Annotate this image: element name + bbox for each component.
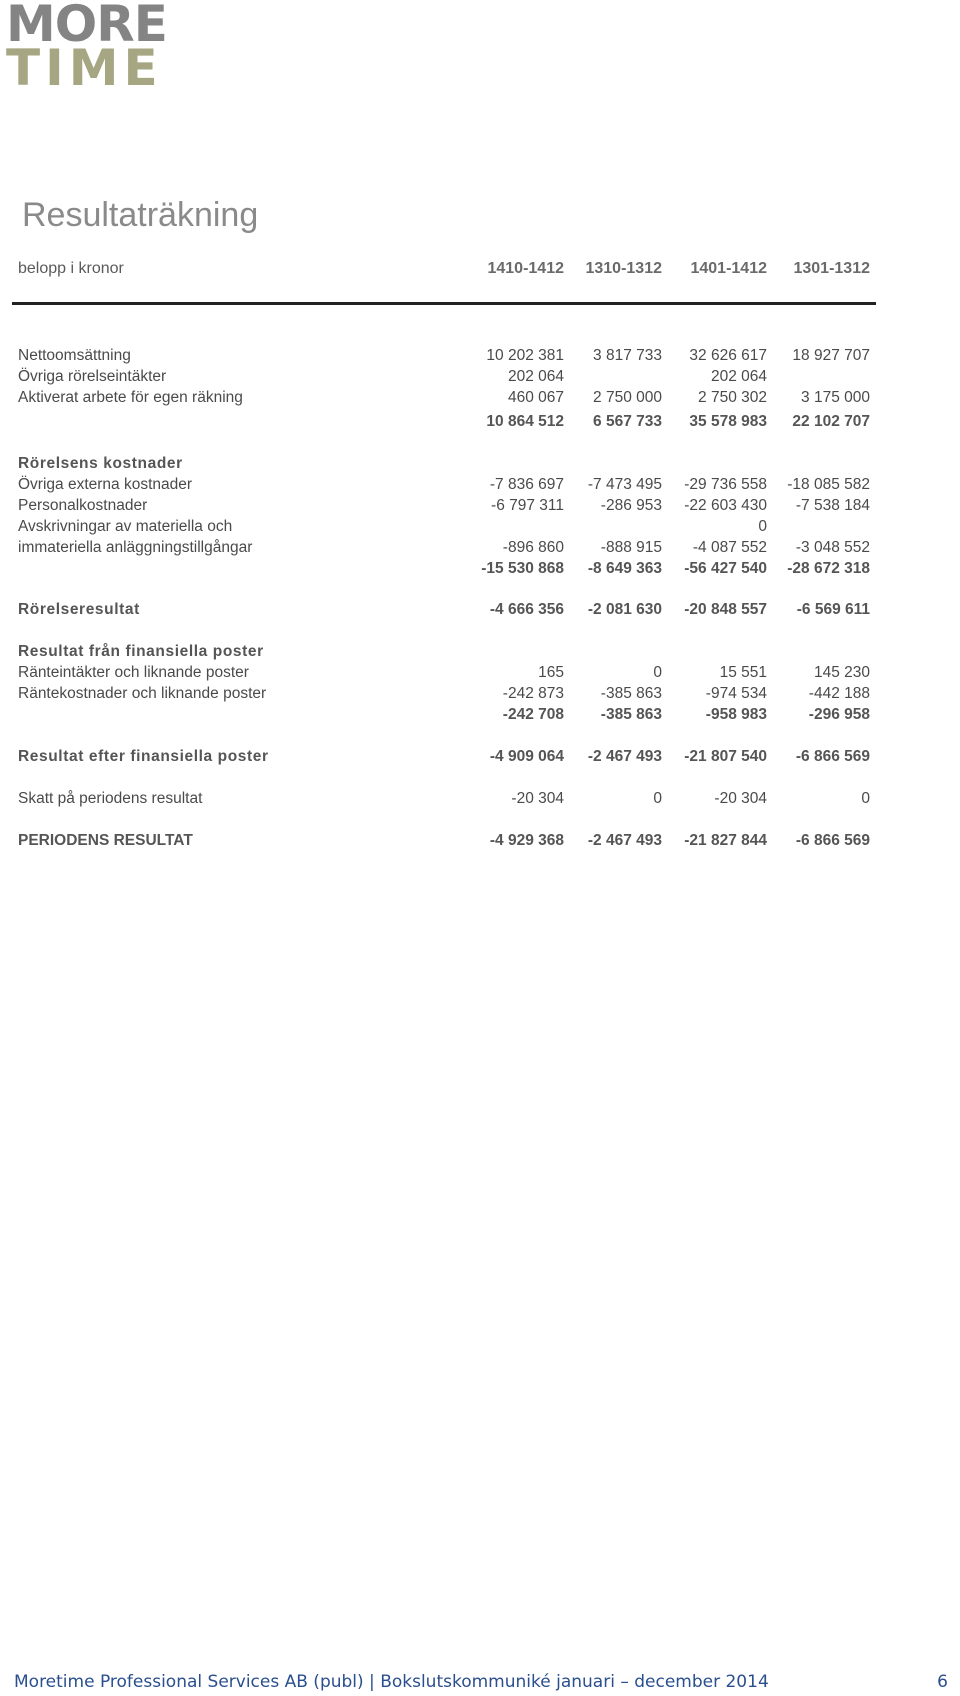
row-value: -2 081 630 <box>587 601 662 618</box>
row-value: -4 087 552 <box>692 539 767 556</box>
header-divider <box>12 302 876 305</box>
row-label: Aktiverat arbete för egen räkning <box>18 389 243 406</box>
row-value: -21 807 540 <box>684 748 767 765</box>
row-value: 202 064 <box>507 368 564 385</box>
row-value: 0 <box>861 790 870 807</box>
table-row-personalkostnader <box>0 497 960 518</box>
row-label: Skatt på periodens resultat <box>18 790 203 807</box>
row-label: Nettoomsättning <box>18 347 131 364</box>
row-value: 0 <box>653 790 662 807</box>
table-row-costs-total <box>0 560 960 581</box>
row-value: -7 538 184 <box>795 497 870 514</box>
table-row-periodens-resultat <box>0 832 960 853</box>
row-value: 22 102 707 <box>792 413 870 430</box>
row-value: 3 175 000 <box>801 389 870 406</box>
row-label: Räntekostnader och liknande poster <box>18 685 267 702</box>
row-value: -6 797 311 <box>491 497 564 514</box>
section-heading-rorelsens-kostnader <box>0 455 960 476</box>
row-value: 165 <box>538 664 564 681</box>
row-value: -18 085 582 <box>787 476 870 493</box>
table-row-revenue-total <box>0 413 960 434</box>
row-value: 460 067 <box>507 389 564 406</box>
period-header-4: 1301-1312 <box>793 260 870 277</box>
row-label: immateriella anläggningstillgångar <box>18 539 253 556</box>
row-label: Ränteintäkter och liknande poster <box>18 664 249 681</box>
row-label: Resultat från finansiella poster <box>18 643 264 660</box>
table-row-resultat-efter-finansiella <box>0 748 960 769</box>
row-value: -4 929 368 <box>489 832 564 849</box>
row-value: -4 666 356 <box>489 601 564 618</box>
section-heading-finansiella-poster <box>0 643 960 664</box>
table-row-ranteintakter <box>0 664 960 685</box>
row-value: -8 649 363 <box>587 560 662 577</box>
row-value: -442 188 <box>808 685 870 702</box>
row-value: -385 863 <box>600 706 662 723</box>
row-value: 0 <box>758 518 767 535</box>
row-value: -958 983 <box>705 706 767 723</box>
table-row-rantekostnader <box>0 685 960 706</box>
logo-line-more: MORE <box>6 0 167 53</box>
row-label: Personalkostnader <box>18 497 148 514</box>
row-value: 202 064 <box>710 368 767 385</box>
page-footer: Moretime Professional Services AB (publ) | Bokslutskommuniké januari – december 2014 <box>14 1672 769 1692</box>
table-row-nettoomsattning <box>0 347 960 368</box>
row-label: Övriga rörelseintäkter <box>18 368 167 385</box>
period-header-1: 1410-1412 <box>487 260 564 277</box>
row-value: -7 836 697 <box>489 476 564 493</box>
row-value: 35 578 983 <box>689 413 767 430</box>
row-value: 10 864 512 <box>486 413 564 430</box>
row-value: -22 603 430 <box>684 497 767 514</box>
row-value: -2 467 493 <box>587 832 662 849</box>
row-value: -20 304 <box>714 790 767 807</box>
row-value: -15 530 868 <box>481 560 564 577</box>
logo-line-time: TIME <box>6 39 163 97</box>
row-value: -242 708 <box>502 706 564 723</box>
row-value: -6 569 611 <box>796 601 870 618</box>
row-value: -4 909 064 <box>489 748 564 765</box>
period-header-3: 1401-1412 <box>690 260 767 277</box>
row-value: -974 534 <box>705 685 767 702</box>
row-value: 3 817 733 <box>593 347 662 364</box>
row-label: Avskrivningar av materiella och <box>18 518 233 535</box>
table-row-skatt <box>0 790 960 811</box>
row-value: -6 866 569 <box>795 832 870 849</box>
table-row-immateriella <box>0 539 960 560</box>
row-value: 32 626 617 <box>689 347 767 364</box>
row-value: -29 736 558 <box>684 476 767 493</box>
row-value: -20 304 <box>511 790 564 807</box>
row-value: 2 750 302 <box>698 389 767 406</box>
row-value: -296 958 <box>808 706 870 723</box>
table-row-ovriga-externa-kostnader <box>0 476 960 497</box>
row-value: -242 873 <box>502 685 564 702</box>
period-header-2: 1310-1312 <box>585 260 662 277</box>
row-value: 18 927 707 <box>792 347 870 364</box>
row-label: PERIODENS RESULTAT <box>18 832 193 849</box>
row-value: -896 860 <box>502 539 564 556</box>
row-value: -2 467 493 <box>587 748 662 765</box>
page-title: Resultaträkning <box>22 196 259 234</box>
row-value: -56 427 540 <box>684 560 767 577</box>
row-value: 2 750 000 <box>593 389 662 406</box>
row-value: 6 567 733 <box>593 413 662 430</box>
row-value: -21 827 844 <box>684 832 767 849</box>
row-value: -7 473 495 <box>587 476 662 493</box>
row-value: 0 <box>653 664 662 681</box>
table-row-aktiverat-arbete <box>0 389 960 410</box>
row-value: -286 953 <box>600 497 662 514</box>
row-value: -28 672 318 <box>787 560 870 577</box>
row-value: -6 866 569 <box>795 748 870 765</box>
row-value: -385 863 <box>600 685 662 702</box>
row-value: -20 848 557 <box>684 601 767 618</box>
row-value: -888 915 <box>600 539 662 556</box>
table-row-financial-total <box>0 706 960 727</box>
row-label: Rörelsens kostnader <box>18 455 183 472</box>
row-label: Övriga externa kostnader <box>18 476 193 493</box>
page-number: 6 <box>937 1672 948 1692</box>
row-label: Resultat efter finansiella poster <box>18 748 269 765</box>
table-row-avskrivningar <box>0 518 960 539</box>
company-logo <box>6 0 167 97</box>
row-label: Rörelseresultat <box>18 601 140 618</box>
unit-label: belopp i kronor <box>18 260 124 277</box>
table-row-rorelseresultat <box>0 601 960 622</box>
row-value: 10 202 381 <box>486 347 564 364</box>
table-row-ovriga-rorelseintakter <box>0 368 960 389</box>
row-value: -3 048 552 <box>795 539 870 556</box>
row-value: 15 551 <box>719 664 767 681</box>
row-value: 145 230 <box>813 664 870 681</box>
